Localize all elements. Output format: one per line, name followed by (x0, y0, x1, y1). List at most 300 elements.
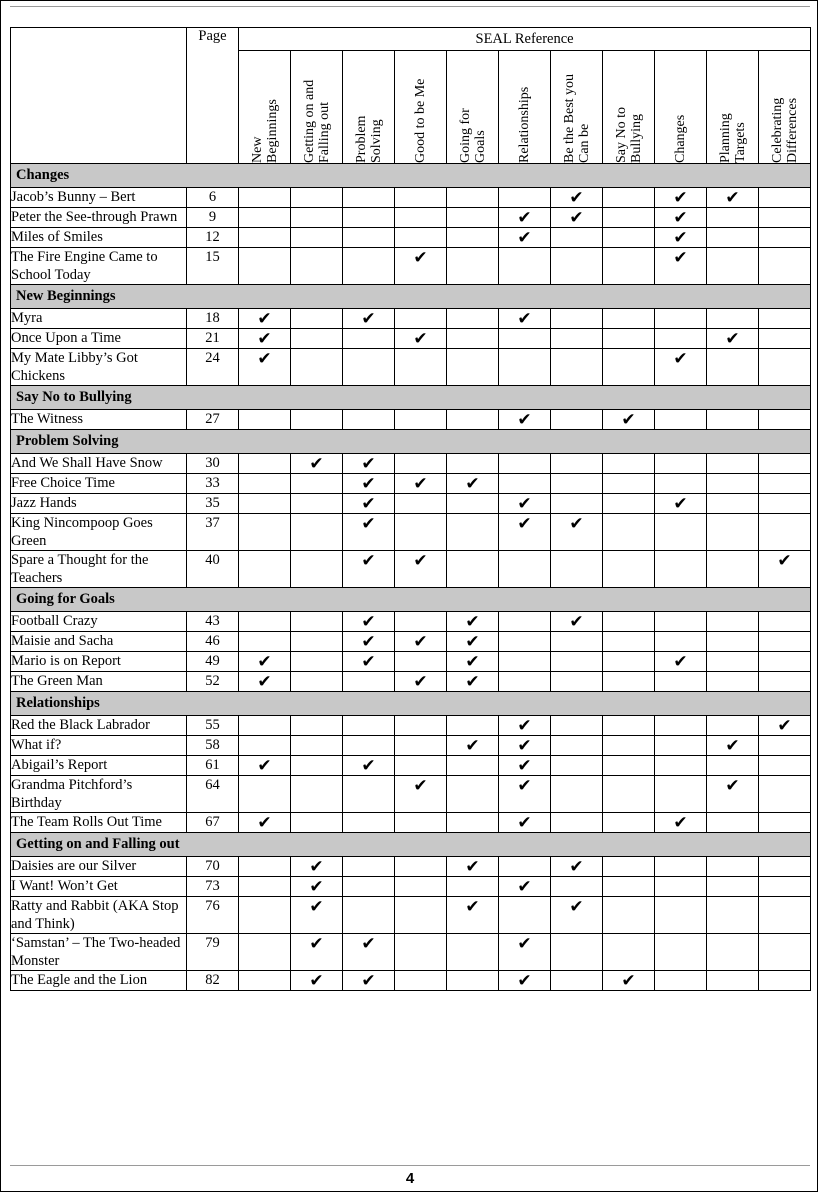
empty-cell (395, 188, 447, 208)
story-page: 52 (187, 672, 239, 692)
empty-cell (707, 857, 759, 877)
empty-cell (603, 454, 655, 474)
empty-cell (707, 454, 759, 474)
check-mark-icon: ✔ (239, 329, 291, 349)
table-row (11, 877, 811, 897)
empty-cell (239, 188, 291, 208)
empty-cell (291, 309, 343, 329)
empty-cell (291, 813, 343, 833)
empty-cell (759, 776, 811, 813)
section-header-row (11, 164, 811, 188)
empty-cell (707, 897, 759, 934)
section-header-row (11, 833, 811, 857)
check-mark-icon: ✔ (603, 410, 655, 430)
check-mark-icon: ✔ (655, 494, 707, 514)
empty-cell (239, 494, 291, 514)
empty-cell (343, 672, 395, 692)
story-page: 9 (187, 208, 239, 228)
empty-cell (551, 934, 603, 971)
check-mark-icon: ✔ (395, 474, 447, 494)
story-title: Once Upon a Time (11, 329, 187, 349)
table-row (11, 454, 811, 474)
empty-cell (603, 494, 655, 514)
empty-cell (603, 897, 655, 934)
empty-cell (239, 551, 291, 588)
empty-cell (239, 208, 291, 228)
empty-cell (343, 776, 395, 813)
empty-cell (447, 877, 499, 897)
check-mark-icon: ✔ (447, 652, 499, 672)
empty-cell (239, 248, 291, 285)
empty-cell (239, 736, 291, 756)
check-mark-icon: ✔ (655, 349, 707, 386)
column-header (551, 51, 603, 164)
check-mark-icon: ✔ (655, 248, 707, 285)
empty-cell (499, 632, 551, 652)
empty-cell (551, 329, 603, 349)
column-header-label: New Beginnings (249, 99, 280, 163)
empty-cell (343, 877, 395, 897)
check-mark-icon: ✔ (655, 188, 707, 208)
empty-cell (707, 474, 759, 494)
empty-cell (499, 897, 551, 934)
story-title: Miles of Smiles (11, 228, 187, 248)
story-page: 15 (187, 248, 239, 285)
check-mark-icon: ✔ (343, 551, 395, 588)
empty-cell (603, 329, 655, 349)
empty-cell (759, 971, 811, 991)
story-page: 43 (187, 612, 239, 632)
story-title: ‘Samstan’ – The Two-headed Monster (11, 934, 187, 971)
empty-cell (655, 877, 707, 897)
empty-cell (707, 612, 759, 632)
empty-cell (759, 329, 811, 349)
check-mark-icon: ✔ (343, 474, 395, 494)
empty-cell (395, 877, 447, 897)
empty-cell (447, 329, 499, 349)
empty-cell (603, 813, 655, 833)
empty-cell (291, 672, 343, 692)
empty-cell (551, 454, 603, 474)
story-page: 67 (187, 813, 239, 833)
empty-cell (655, 632, 707, 652)
empty-cell (759, 813, 811, 833)
empty-cell (499, 349, 551, 386)
empty-cell (759, 349, 811, 386)
empty-cell (291, 474, 343, 494)
empty-cell (239, 857, 291, 877)
empty-cell (759, 514, 811, 551)
check-mark-icon: ✔ (499, 309, 551, 329)
empty-cell (551, 971, 603, 991)
story-title: And We Shall Have Snow (11, 454, 187, 474)
table-row (11, 188, 811, 208)
empty-cell (759, 897, 811, 934)
empty-cell (551, 309, 603, 329)
empty-cell (291, 551, 343, 588)
empty-cell (447, 208, 499, 228)
check-mark-icon: ✔ (447, 612, 499, 632)
story-title: Free Choice Time (11, 474, 187, 494)
empty-cell (499, 672, 551, 692)
empty-cell (291, 652, 343, 672)
empty-cell (291, 756, 343, 776)
check-mark-icon: ✔ (239, 813, 291, 833)
empty-cell (239, 934, 291, 971)
empty-cell (603, 474, 655, 494)
column-header (707, 51, 759, 164)
empty-cell (343, 813, 395, 833)
empty-cell (655, 329, 707, 349)
empty-cell (655, 934, 707, 971)
check-mark-icon: ✔ (291, 897, 343, 934)
check-mark-icon: ✔ (395, 632, 447, 652)
header-row-top (11, 28, 811, 51)
empty-cell (343, 208, 395, 228)
check-mark-icon: ✔ (707, 188, 759, 208)
story-page: 55 (187, 716, 239, 736)
page-column-header: Page (187, 28, 239, 164)
empty-cell (551, 813, 603, 833)
check-mark-icon: ✔ (655, 228, 707, 248)
empty-cell (707, 934, 759, 971)
check-mark-icon: ✔ (603, 971, 655, 991)
empty-cell (551, 474, 603, 494)
check-mark-icon: ✔ (343, 612, 395, 632)
check-mark-icon: ✔ (655, 813, 707, 833)
empty-cell (499, 329, 551, 349)
column-header (447, 51, 499, 164)
empty-cell (239, 971, 291, 991)
column-header-label: Say No to Bullying (613, 107, 644, 163)
story-title: Myra (11, 309, 187, 329)
check-mark-icon: ✔ (759, 551, 811, 588)
empty-cell (551, 652, 603, 672)
empty-cell (603, 877, 655, 897)
empty-cell (447, 971, 499, 991)
empty-cell (395, 514, 447, 551)
empty-cell (655, 410, 707, 430)
check-mark-icon: ✔ (499, 776, 551, 813)
check-mark-icon: ✔ (291, 971, 343, 991)
check-mark-icon: ✔ (499, 971, 551, 991)
check-mark-icon: ✔ (499, 877, 551, 897)
section-title: Say No to Bullying (11, 386, 811, 410)
section-title: Relationships (11, 692, 811, 716)
column-header-label: Going for Goals (457, 108, 488, 163)
empty-cell (551, 716, 603, 736)
empty-cell (759, 756, 811, 776)
empty-cell (759, 454, 811, 474)
empty-cell (291, 228, 343, 248)
empty-cell (551, 672, 603, 692)
empty-cell (395, 410, 447, 430)
table-row (11, 672, 811, 692)
empty-cell (343, 349, 395, 386)
empty-cell (499, 857, 551, 877)
empty-cell (291, 736, 343, 756)
empty-cell (707, 208, 759, 228)
empty-cell (707, 756, 759, 776)
empty-cell (603, 934, 655, 971)
empty-cell (343, 329, 395, 349)
check-mark-icon: ✔ (343, 454, 395, 474)
empty-cell (343, 248, 395, 285)
check-mark-icon: ✔ (395, 248, 447, 285)
empty-cell (291, 632, 343, 652)
table-row (11, 309, 811, 329)
empty-cell (499, 612, 551, 632)
empty-cell (291, 716, 343, 736)
empty-cell (291, 612, 343, 632)
check-mark-icon: ✔ (343, 309, 395, 329)
column-header-label: Getting on and Falling out (301, 79, 332, 163)
check-mark-icon: ✔ (759, 716, 811, 736)
empty-cell (603, 672, 655, 692)
empty-cell (343, 716, 395, 736)
seal-reference-table (10, 27, 811, 991)
story-page: 70 (187, 857, 239, 877)
story-title: Maisie and Sacha (11, 632, 187, 652)
empty-cell (447, 776, 499, 813)
empty-cell (551, 632, 603, 652)
empty-cell (395, 454, 447, 474)
section-header-row (11, 588, 811, 612)
column-header (239, 51, 291, 164)
empty-cell (759, 208, 811, 228)
empty-cell (395, 736, 447, 756)
empty-cell (707, 410, 759, 430)
table-row (11, 551, 811, 588)
check-mark-icon: ✔ (291, 934, 343, 971)
empty-cell (707, 716, 759, 736)
empty-cell (499, 551, 551, 588)
story-page: 76 (187, 897, 239, 934)
story-page: 61 (187, 756, 239, 776)
empty-cell (395, 652, 447, 672)
story-title: Daisies are our Silver (11, 857, 187, 877)
empty-cell (343, 188, 395, 208)
empty-cell (291, 494, 343, 514)
empty-cell (655, 514, 707, 551)
story-title: Ratty and Rabbit (AKA Stop and Think) (11, 897, 187, 934)
empty-cell (759, 612, 811, 632)
check-mark-icon: ✔ (499, 813, 551, 833)
table-row (11, 248, 811, 285)
story-title: The Fire Engine Came to School Today (11, 248, 187, 285)
empty-cell (759, 652, 811, 672)
empty-cell (395, 813, 447, 833)
empty-cell (291, 349, 343, 386)
empty-cell (499, 652, 551, 672)
section-header-row (11, 692, 811, 716)
story-page: 64 (187, 776, 239, 813)
empty-cell (447, 248, 499, 285)
check-mark-icon: ✔ (499, 208, 551, 228)
empty-cell (655, 736, 707, 756)
column-header-label: Celebrating Differences (769, 97, 800, 163)
empty-cell (447, 349, 499, 386)
empty-cell (499, 248, 551, 285)
empty-cell (759, 736, 811, 756)
table-row (11, 652, 811, 672)
empty-cell (395, 857, 447, 877)
check-mark-icon: ✔ (551, 208, 603, 228)
story-page: 46 (187, 632, 239, 652)
check-mark-icon: ✔ (707, 776, 759, 813)
empty-cell (759, 248, 811, 285)
check-mark-icon: ✔ (447, 897, 499, 934)
empty-cell (343, 736, 395, 756)
empty-cell (759, 309, 811, 329)
check-mark-icon: ✔ (551, 857, 603, 877)
empty-cell (447, 551, 499, 588)
check-mark-icon: ✔ (499, 494, 551, 514)
check-mark-icon: ✔ (343, 514, 395, 551)
empty-cell (655, 309, 707, 329)
empty-cell (291, 188, 343, 208)
empty-cell (291, 514, 343, 551)
empty-cell (499, 474, 551, 494)
empty-cell (447, 188, 499, 208)
empty-cell (759, 410, 811, 430)
column-header (759, 51, 811, 164)
empty-cell (603, 632, 655, 652)
empty-cell (603, 776, 655, 813)
story-page: 27 (187, 410, 239, 430)
empty-cell (707, 551, 759, 588)
table-row (11, 857, 811, 877)
empty-cell (343, 857, 395, 877)
story-page: 79 (187, 934, 239, 971)
table-row (11, 716, 811, 736)
check-mark-icon: ✔ (291, 454, 343, 474)
check-mark-icon: ✔ (395, 776, 447, 813)
empty-cell (707, 813, 759, 833)
section-title: Problem Solving (11, 430, 811, 454)
empty-cell (239, 612, 291, 632)
empty-cell (395, 934, 447, 971)
story-title: King Nincompoop Goes Green (11, 514, 187, 551)
empty-cell (603, 349, 655, 386)
check-mark-icon: ✔ (551, 612, 603, 632)
column-header-label: Be the Best you Can be (561, 73, 592, 163)
check-mark-icon: ✔ (447, 632, 499, 652)
check-mark-icon: ✔ (239, 672, 291, 692)
table-row (11, 329, 811, 349)
table-row (11, 208, 811, 228)
table-row (11, 474, 811, 494)
empty-cell (707, 514, 759, 551)
column-header (395, 51, 447, 164)
empty-cell (759, 672, 811, 692)
column-header (655, 51, 707, 164)
corner-cell (11, 28, 187, 164)
table-row (11, 632, 811, 652)
bottom-rule (10, 1165, 810, 1166)
empty-cell (655, 897, 707, 934)
check-mark-icon: ✔ (499, 934, 551, 971)
story-page: 33 (187, 474, 239, 494)
empty-cell (447, 934, 499, 971)
empty-cell (551, 410, 603, 430)
table-row (11, 494, 811, 514)
page-number: 4 (405, 1170, 415, 1187)
empty-cell (551, 349, 603, 386)
empty-cell (395, 716, 447, 736)
empty-cell (603, 248, 655, 285)
empty-cell (603, 551, 655, 588)
story-page: 12 (187, 228, 239, 248)
story-page: 40 (187, 551, 239, 588)
empty-cell (291, 329, 343, 349)
column-header-label: Problem Solving (353, 115, 384, 163)
check-mark-icon: ✔ (551, 897, 603, 934)
story-title: Jacob’s Bunny – Bert (11, 188, 187, 208)
check-mark-icon: ✔ (239, 309, 291, 329)
story-title: The Eagle and the Lion (11, 971, 187, 991)
check-mark-icon: ✔ (343, 494, 395, 514)
check-mark-icon: ✔ (707, 329, 759, 349)
story-title: Grandma Pitchford’s Birthday (11, 776, 187, 813)
empty-cell (603, 228, 655, 248)
story-title: Mario is on Report (11, 652, 187, 672)
check-mark-icon: ✔ (343, 934, 395, 971)
empty-cell (395, 494, 447, 514)
story-title: I Want! Won’t Get (11, 877, 187, 897)
empty-cell (447, 228, 499, 248)
empty-cell (603, 514, 655, 551)
empty-cell (499, 188, 551, 208)
empty-cell (551, 551, 603, 588)
check-mark-icon: ✔ (499, 756, 551, 776)
empty-cell (759, 228, 811, 248)
check-mark-icon: ✔ (447, 672, 499, 692)
empty-cell (551, 776, 603, 813)
table-row (11, 228, 811, 248)
section-title: New Beginnings (11, 285, 811, 309)
empty-cell (291, 410, 343, 430)
column-header (499, 51, 551, 164)
story-title: The Witness (11, 410, 187, 430)
check-mark-icon: ✔ (343, 652, 395, 672)
check-mark-icon: ✔ (395, 672, 447, 692)
check-mark-icon: ✔ (395, 329, 447, 349)
story-title: Red the Black Labrador (11, 716, 187, 736)
empty-cell (707, 971, 759, 991)
section-header-row (11, 430, 811, 454)
column-header (603, 51, 655, 164)
empty-cell (707, 228, 759, 248)
empty-cell (395, 208, 447, 228)
empty-cell (551, 248, 603, 285)
empty-cell (343, 897, 395, 934)
story-page: 37 (187, 514, 239, 551)
check-mark-icon: ✔ (239, 756, 291, 776)
empty-cell (395, 309, 447, 329)
empty-cell (499, 454, 551, 474)
check-mark-icon: ✔ (343, 971, 395, 991)
check-mark-icon: ✔ (447, 736, 499, 756)
empty-cell (239, 410, 291, 430)
empty-cell (603, 756, 655, 776)
story-page: 6 (187, 188, 239, 208)
empty-cell (239, 877, 291, 897)
empty-cell (707, 349, 759, 386)
empty-cell (447, 514, 499, 551)
check-mark-icon: ✔ (707, 736, 759, 756)
empty-cell (707, 494, 759, 514)
